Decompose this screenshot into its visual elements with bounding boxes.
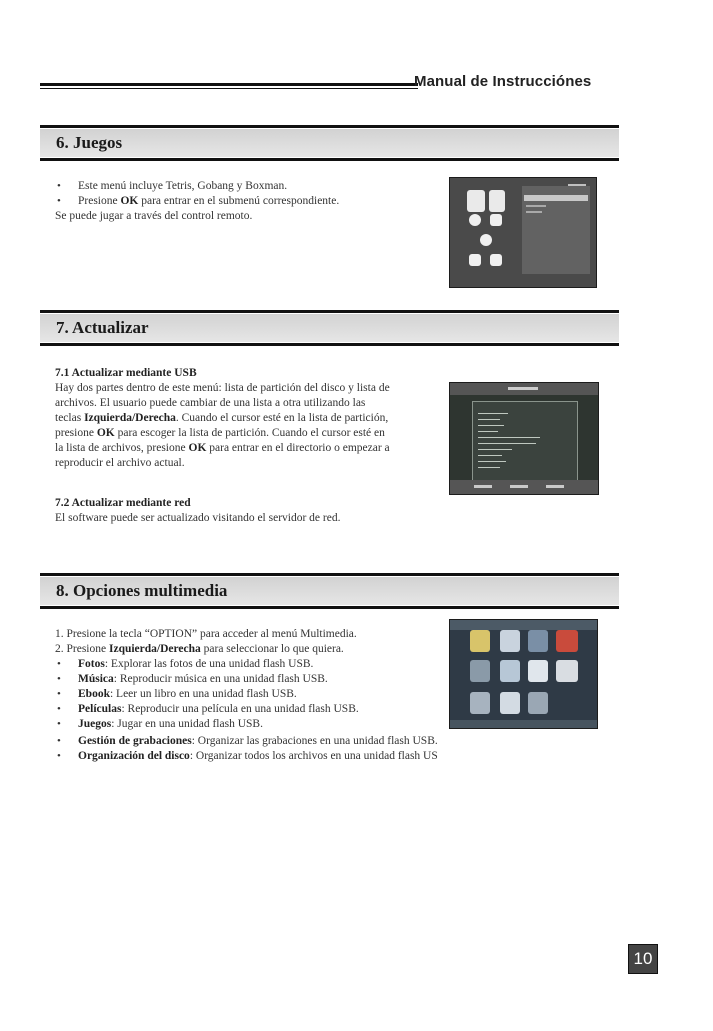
usb-update-line-4: presione OK para escoger la lista de partición. Cuando el cursor esté en [55,427,385,439]
section-actualizar-title: 7. Actualizar [56,318,149,337]
usb-update-line-6: reproducir el archivo actual. [55,457,185,469]
multimedia-step-1: 1. Presione la tecla “OPTION” para acceder al menú Multimedia. [55,628,357,640]
section-juegos-title: 6. Juegos [56,133,123,152]
usb-update-title: 7.1 Actualizar mediante USB [55,367,197,379]
page-number: 10 [628,944,658,974]
usb-update-line-3: teclas Izquierda/Derecha. Cuando el cursor esté en la lista de partición, [55,412,389,424]
manual-title: Manual de Instrucciónes [414,73,592,90]
usb-update-screenshot [449,382,599,495]
games-menu-screenshot [449,177,597,288]
usb-update-line-5: la lista de archivos, presione OK para entrar en el directorio o empezar a [55,442,390,454]
multimedia-step-2: 2. Presione Izquierda/Derecha para seleccionar lo que quiera. [55,643,344,655]
section-juegos-bar [40,125,619,161]
network-update-title: 7.2 Actualizar mediante red [55,497,191,509]
usb-update-line-2: archivos. El usuario puede cambiar de una lista a otra utilizando las [55,397,366,409]
header-rule [40,83,418,86]
header-rule-thin [40,88,418,89]
section-multimedia-bar [40,573,619,609]
multimedia-menu-screenshot [449,619,598,729]
section-actualizar-bar [40,310,619,346]
network-update-text: El software puede ser actualizado visitando el servidor de red. [55,512,341,524]
section-multimedia-title: 8. Opciones multimedia [56,581,228,600]
juegos-note: Se puede jugar a través del control remoto. [55,210,253,222]
usb-update-line-1: Hay dos partes dentro de este menú: lista de partición del disco y lista de [55,382,390,394]
